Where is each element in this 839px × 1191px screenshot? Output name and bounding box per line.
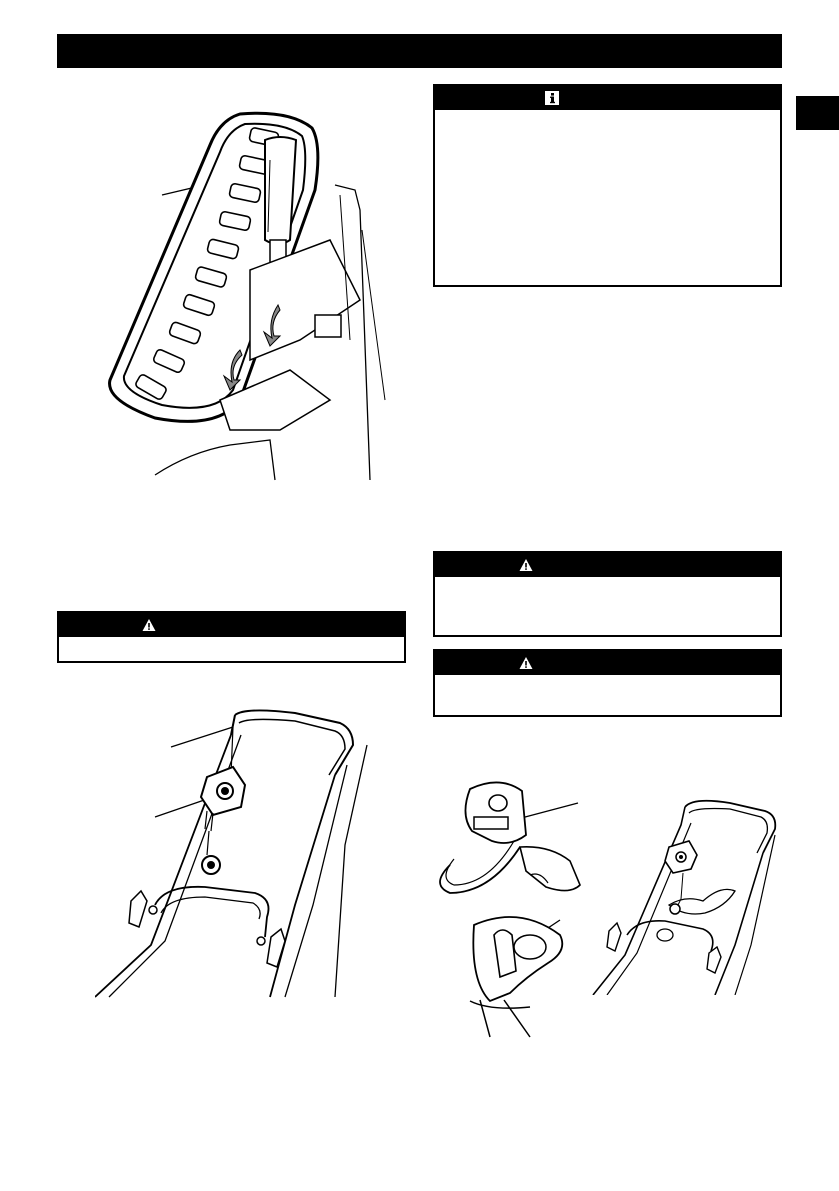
warning-triangle-icon [519, 558, 533, 572]
warning-box-2-header [435, 553, 780, 577]
warning-triangle-icon [519, 656, 533, 670]
info-box [433, 84, 782, 287]
warning-triangle-icon [142, 618, 156, 632]
warning-box-3 [433, 649, 782, 717]
info-icon [545, 91, 559, 105]
warning-box-2 [433, 551, 782, 637]
info-box-header [435, 86, 780, 110]
handle-switch-box-figure [95, 705, 395, 1000]
section-header-bar [57, 34, 782, 68]
wheel-height-adjust-figure [100, 100, 390, 485]
warning-box-1 [57, 611, 406, 663]
warning-box-3-header [435, 651, 780, 675]
wheel-height-adjust-illustration [100, 100, 390, 485]
handle-switch-box-illustration [95, 705, 395, 1000]
handle-with-safety-key-illustration [585, 795, 785, 995]
safety-key-insertion-figure [430, 775, 585, 1040]
language-side-tab [796, 96, 839, 130]
safety-key-insert-illustration [430, 775, 585, 1040]
handle-with-key-figure [585, 795, 785, 995]
warning-box-1-header [59, 613, 404, 637]
